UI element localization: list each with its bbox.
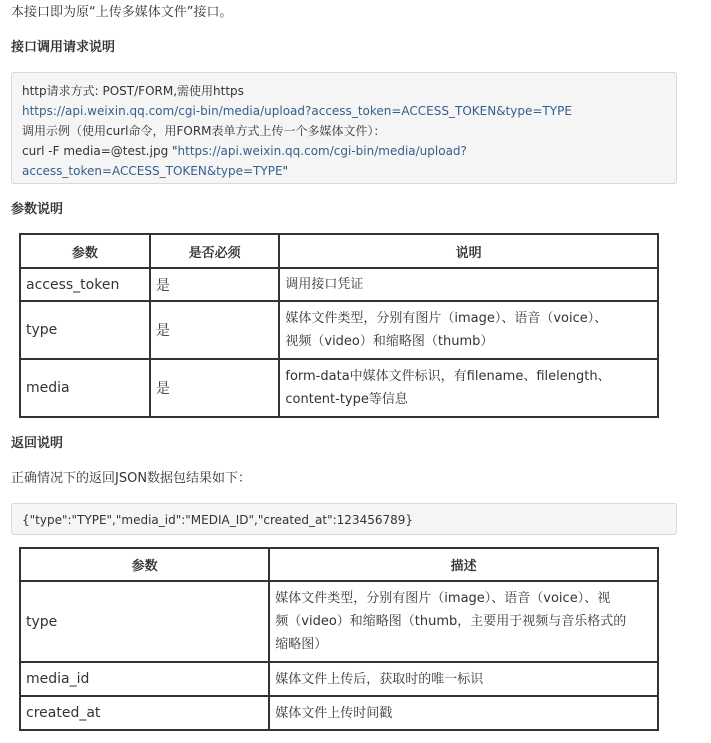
curl-url-link[interactable]: https://api.weixin.qq.com/cgi-bin/media/upload? [177,144,467,158]
curl-url-link-cont[interactable]: access_token=ACCESS_TOKEN&type=TYPE [22,164,283,178]
request-method-line: http请求方式: POST/FORM,需使用https [22,84,244,98]
request-code-block [11,72,677,184]
curl-prefix: curl -F media=@test.jpg " [22,144,178,158]
param-required: 是 [150,268,280,301]
header-required: 是否必须 [150,234,280,268]
return-table [19,547,659,731]
param-required: 是 [150,301,280,359]
param-desc [279,359,658,417]
return-text: 正确情况下的返回JSON数据包结果如下： [11,471,252,486]
param-desc [279,301,658,359]
header-desc: 说明 [279,234,658,268]
param-required: 是 [150,359,280,417]
param-name: type [20,301,150,359]
param-desc-line: 媒体文件类型，分别有图片（image）、语音（voice）、 [285,311,608,326]
request-url-link[interactable]: https://api.weixin.qq.com/cgi-bin/media/upload?access_token=ACCESS_TOKEN&type=TYPE [22,104,572,118]
return-json-block [11,503,677,535]
header-param: 参数 [20,548,269,581]
param-desc-line: form-data中媒体文件标识，有filename、filelength、 [285,369,611,384]
return-param-desc: 媒体文件上传后，获取时的唯一标识 [269,662,658,696]
table-header-row [20,548,658,581]
return-param-desc [269,581,658,662]
return-json: {"type":"TYPE","media_id":"MEDIA_ID","created_at":123456789} [22,513,414,527]
param-name: access_token [20,268,150,301]
table-row [20,301,658,359]
params-heading: 参数说明 [11,202,64,217]
param-desc: 调用接口凭证 [279,268,658,301]
param-desc-line: 视频（video）和缩略图（thumb） [285,334,494,349]
return-param-name: created_at [20,696,269,730]
table-row [20,359,658,417]
table-row [20,581,658,662]
table-header-row [20,234,658,268]
return-desc-line: 媒体文件类型，分别有图片（image）、语音（voice）、视 [275,591,611,606]
intro-text: 本接口即为原“上传多媒体文件”接口。 [11,5,233,20]
request-heading: 接口调用请求说明 [11,40,116,55]
param-name: media [20,359,150,417]
table-row [20,696,658,730]
return-param-name: media_id [20,662,269,696]
header-param: 参数 [20,234,150,268]
return-desc-line: 缩略图） [275,637,328,652]
header-desc: 描述 [269,548,658,581]
params-table [19,233,659,418]
curl-suffix: " [282,164,289,178]
return-param-name: type [20,581,269,662]
return-heading: 返回说明 [11,436,64,451]
table-row [20,268,658,301]
param-desc-line: content-type等信息 [285,392,408,407]
return-param-desc: 媒体文件上传时间戳 [269,696,658,730]
table-row [20,662,658,696]
return-desc-line: 频（video）和缩略图（thumb，主要用于视频与音乐格式的 [275,614,627,629]
curl-example-label: 调用示例（使用curl命令，用FORM表单方式上传一个多媒体文件）： [22,124,386,138]
